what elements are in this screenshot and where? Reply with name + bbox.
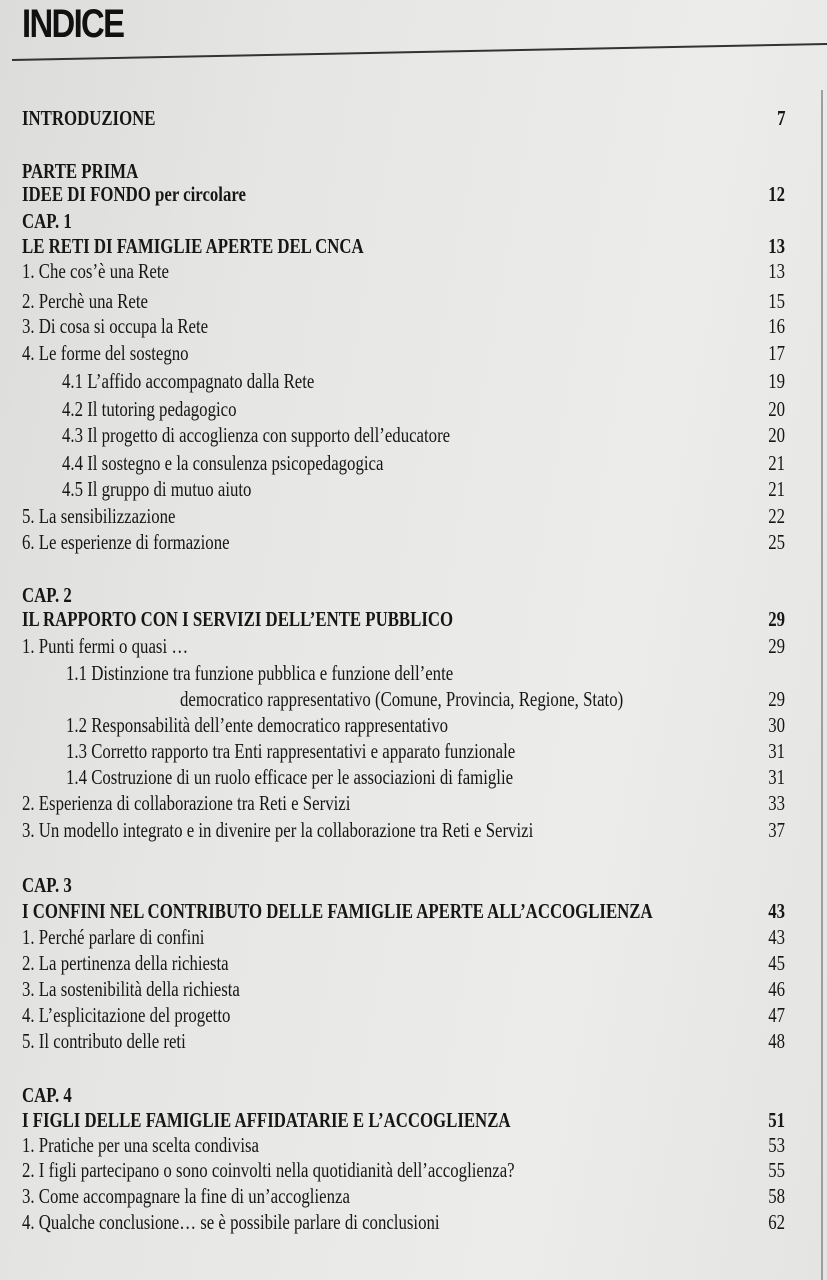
toc-entry-page: 46 bbox=[768, 977, 785, 1001]
toc-entry bbox=[0, 258, 827, 284]
toc-entry-page: 47 bbox=[768, 1003, 785, 1027]
toc-entry-page: 48 bbox=[768, 1029, 785, 1053]
toc-entry bbox=[0, 924, 827, 950]
toc-entry-title: 1.3 Corretto rapporto tra Enti rappresentativi e apparato funzionale bbox=[66, 739, 516, 763]
toc-entry bbox=[0, 1132, 827, 1158]
toc-entry-title: 2. Perchè una Rete bbox=[22, 289, 148, 313]
toc-entry bbox=[0, 950, 827, 976]
toc-entry bbox=[0, 450, 827, 476]
toc-entry-title: 2. Esperienza di collaborazione tra Reti e Servizi bbox=[22, 791, 351, 815]
toc-entry-title: 4. Qualche conclusione… se è possibile parlare di conclusioni bbox=[22, 1210, 440, 1234]
toc-entry bbox=[0, 181, 827, 207]
toc-entry-title: CAP. 1 bbox=[22, 209, 72, 233]
toc-entry-title: CAP. 2 bbox=[22, 583, 72, 607]
toc-entry-title: 1.2 Responsabilità dell’ente democratico rappresentativo bbox=[66, 713, 449, 737]
toc-entry bbox=[0, 476, 827, 502]
toc-entry-page: 58 bbox=[768, 1184, 785, 1208]
toc-entry-page: 31 bbox=[768, 765, 785, 789]
toc-entry-title: 4.4 Il sostegno e la consulenza psicopedagogica bbox=[62, 451, 384, 475]
page-title: INDICE bbox=[22, 2, 124, 46]
toc-entry-title: 1.4 Costruzione di un ruolo efficace per le associazioni di famiglie bbox=[66, 765, 514, 789]
toc-entry bbox=[0, 976, 827, 1002]
toc-entry bbox=[0, 422, 827, 448]
toc-entry-page: 20 bbox=[768, 423, 785, 447]
toc-entry bbox=[0, 738, 827, 764]
toc-entry-page: 21 bbox=[768, 477, 785, 501]
toc-entry-page: 62 bbox=[768, 1210, 785, 1234]
toc-entry-page: 7 bbox=[776, 106, 785, 130]
toc-entry-title: LE RETI DI FAMIGLIE APERTE DEL CNCA bbox=[22, 234, 364, 258]
toc-entry-title: 1.1 Distinzione tra funzione pubblica e funzione dell’ente bbox=[66, 661, 454, 685]
toc-entry bbox=[0, 686, 827, 712]
toc-entry-page: 43 bbox=[768, 899, 785, 923]
toc-entry-title: democratico rappresentativo (Comune, Provincia, Regione, Stato) bbox=[180, 687, 624, 711]
toc-entry-page: 12 bbox=[768, 182, 785, 206]
toc-entry-page: 33 bbox=[768, 791, 785, 815]
toc-entry-page: 51 bbox=[768, 1108, 785, 1132]
toc-entry bbox=[0, 606, 827, 632]
toc-entry bbox=[0, 872, 827, 898]
toc-entry-title: I FIGLI DELLE FAMIGLIE AFFIDATARIE E L’ACCOGLIENZA bbox=[22, 1108, 511, 1132]
toc-entry-page: 13 bbox=[768, 259, 785, 283]
toc-entry-title: 5. La sensibilizzazione bbox=[22, 504, 176, 528]
toc-entry bbox=[0, 633, 827, 659]
toc-entry bbox=[0, 817, 827, 843]
toc-entry-page: 43 bbox=[768, 925, 785, 949]
toc-entry-title: 4. L’esplicitazione del progetto bbox=[22, 1003, 231, 1027]
toc-entry-page: 55 bbox=[768, 1158, 785, 1182]
toc-entry bbox=[0, 396, 827, 422]
toc-entry-page: 19 bbox=[768, 369, 785, 393]
toc-entry-page: 31 bbox=[768, 739, 785, 763]
toc-entry-page: 37 bbox=[768, 818, 785, 842]
toc-entry bbox=[0, 529, 827, 555]
toc-entry-page: 30 bbox=[768, 713, 785, 737]
toc-entry-title: 3. Di cosa si occupa la Rete bbox=[22, 314, 209, 338]
toc-entry-title: 6. Le esperienze di formazione bbox=[22, 530, 230, 554]
toc-entry-title: 1. Punti fermi o quasi … bbox=[22, 634, 189, 658]
toc-entry bbox=[0, 764, 827, 790]
toc-entry-title: 4.2 Il tutoring pedagogico bbox=[62, 397, 237, 421]
toc-entry-page: 29 bbox=[768, 634, 785, 658]
toc-entry bbox=[0, 1209, 827, 1235]
toc-entry-title: 5. Il contributo delle reti bbox=[22, 1029, 186, 1053]
toc-entry-title: 1. Perché parlare di confini bbox=[22, 925, 205, 949]
toc-entry-page: 16 bbox=[768, 314, 785, 338]
toc-entry-title: 2. La pertinenza della richiesta bbox=[22, 951, 229, 975]
toc-entry bbox=[0, 340, 827, 366]
toc-entry-page: 45 bbox=[768, 951, 785, 975]
toc-entry bbox=[0, 898, 827, 924]
toc-entry-title: 3. Un modello integrato e in divenire per la collaborazione tra Reti e Servizi bbox=[22, 818, 534, 842]
toc-entry-title: 1. Pratiche per una scelta condivisa bbox=[22, 1133, 259, 1157]
toc-entry bbox=[0, 712, 827, 738]
toc-entry-title: 4. Le forme del sostegno bbox=[22, 341, 189, 365]
toc-entry-page: 25 bbox=[768, 530, 785, 554]
toc-entry bbox=[0, 1002, 827, 1028]
toc-entry-title: IDEE DI FONDO per circolare bbox=[22, 182, 246, 206]
toc-entry-title: 4.5 Il gruppo di mutuo aiuto bbox=[62, 477, 252, 501]
toc-entry-title: CAP. 4 bbox=[22, 1083, 72, 1107]
toc-entry-page: 29 bbox=[768, 607, 785, 631]
toc-entry bbox=[0, 313, 827, 339]
toc-entry bbox=[0, 288, 827, 314]
title-underline bbox=[12, 44, 827, 60]
toc-entry bbox=[0, 208, 827, 234]
toc-entry bbox=[0, 1107, 827, 1133]
toc-entry-page: 22 bbox=[768, 504, 785, 528]
toc-entry-title: 3. Come accompagnare la fine di un’accoglienza bbox=[22, 1184, 350, 1208]
toc-entry-page: 29 bbox=[768, 687, 785, 711]
toc-entry-title: 4.3 Il progetto di accoglienza con supporto dell’educatore bbox=[62, 423, 451, 447]
toc-entry bbox=[0, 233, 827, 259]
toc-entry bbox=[0, 105, 827, 131]
toc-entry bbox=[0, 1157, 827, 1183]
toc-entry-title: INTRODUZIONE bbox=[22, 106, 156, 130]
toc-entry-title: PARTE PRIMA bbox=[22, 159, 139, 183]
toc-entry bbox=[0, 368, 827, 394]
toc-entry-title: I CONFINI NEL CONTRIBUTO DELLE FAMIGLIE APERTE ALL’ACCOGLIENZA bbox=[22, 899, 653, 923]
toc-entry bbox=[0, 1082, 827, 1108]
toc-entry-page: 21 bbox=[768, 451, 785, 475]
toc-entry-title: 2. I figli partecipano o sono coinvolti nella quotidianità dell’accoglienza? bbox=[22, 1158, 515, 1182]
toc-entry bbox=[0, 503, 827, 529]
toc-entry-title: 3. La sostenibilità della richiesta bbox=[22, 977, 240, 1001]
toc-entry-title: IL RAPPORTO CON I SERVIZI DELL’ENTE PUBBLICO bbox=[22, 607, 454, 631]
toc-entry bbox=[0, 582, 827, 608]
toc-entry bbox=[0, 660, 827, 686]
toc-entry bbox=[0, 790, 827, 816]
toc-entry-page: 20 bbox=[768, 397, 785, 421]
toc-entry bbox=[0, 1183, 827, 1209]
toc-entry-page: 13 bbox=[768, 234, 785, 258]
toc-entry-page: 17 bbox=[768, 341, 785, 365]
toc-entry-title: 4.1 L’affido accompagnato dalla Rete bbox=[62, 369, 315, 393]
toc-entry-page: 53 bbox=[768, 1133, 785, 1157]
toc-entry-title: CAP. 3 bbox=[22, 873, 72, 897]
toc-entry-title: 1. Che cos’è una Rete bbox=[22, 259, 169, 283]
toc-entry bbox=[0, 1028, 827, 1054]
toc-entry-page: 15 bbox=[768, 289, 785, 313]
